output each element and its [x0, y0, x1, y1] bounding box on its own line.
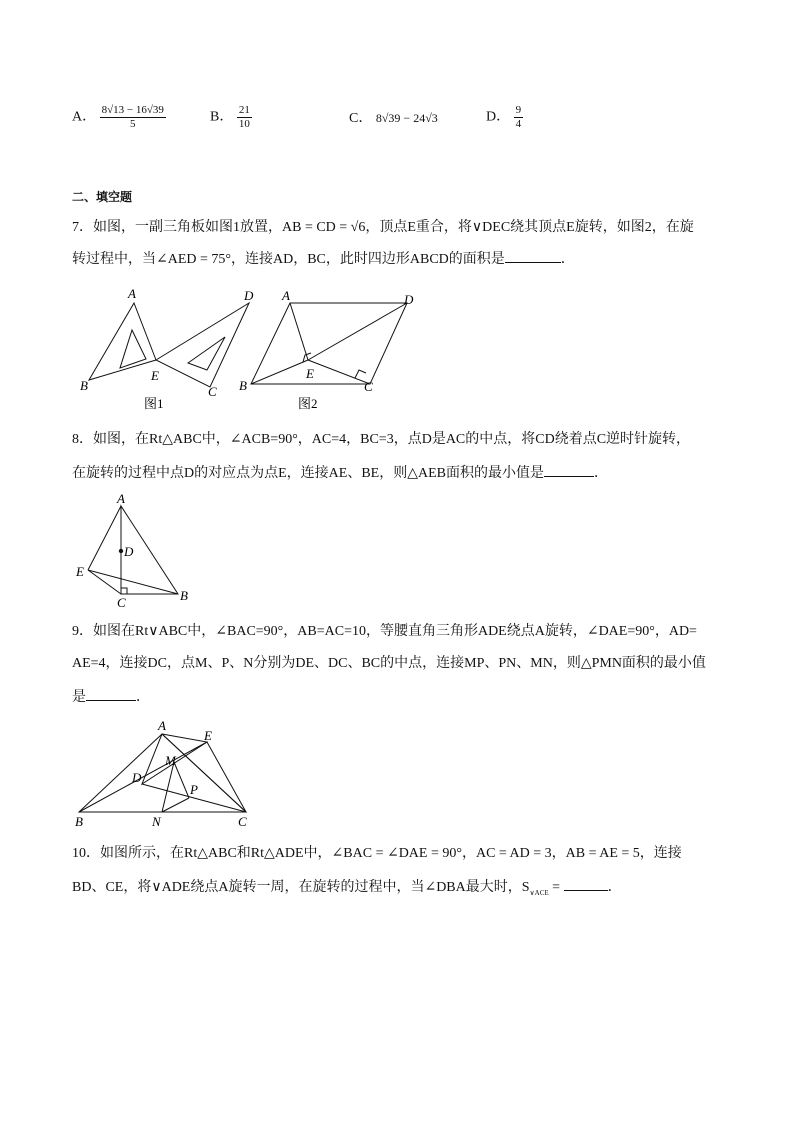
q10-equals: = [548, 880, 564, 895]
fig2-quadrilateral-abcd [251, 303, 407, 384]
fig1-caption: 图1 [144, 396, 164, 411]
q8-line2-text: 在旋转的过程中点D的对应点为点E，连接AE、BE，则△AEB面积的最小值是 [72, 466, 544, 481]
q9-label-m: M [165, 753, 176, 768]
q7-figure2 [251, 303, 407, 384]
q8-line2 [72, 462, 608, 484]
fig1-inner-triangle-right [188, 337, 225, 370]
q7-figure1 [89, 303, 249, 387]
fig1-triangle-abe [89, 303, 156, 380]
option-b-denominator: 10 [238, 118, 250, 130]
fig2-label-a: A [282, 288, 290, 303]
q9-line-ec [207, 742, 246, 812]
option-a-denominator: 5 [130, 118, 136, 130]
q10-line2-end: ． [607, 880, 622, 895]
q9-line2: AE=4，连接DC，点M、P、N分别为DE、DC、BC的中点，连接MP、PN、MN，则△PMN面积的最小值 [72, 656, 706, 671]
q7-answer-blank [505, 248, 561, 263]
q8-line2-end: ． [593, 466, 608, 481]
fig1-label-d: D [244, 288, 254, 303]
q9-label-e: E [204, 728, 212, 743]
fig2-label-c: C [364, 379, 373, 394]
q10-answer-blank [564, 876, 608, 891]
q9-line1: 9．如图在Rt∨ABC中，∠BAC=90°，AB=AC=10，等腰直角三角形ADE绕点A旋转，∠DAE=90°，AD= [72, 624, 697, 639]
option-c [349, 108, 438, 129]
q9-answer-blank [86, 686, 136, 701]
option-a-fraction [100, 104, 166, 131]
q7-line2 [72, 248, 575, 270]
fig1-label-a: A [128, 286, 136, 301]
q8-line-ae [88, 506, 121, 570]
option-a-label: A． [72, 109, 97, 125]
q10-line2 [72, 876, 622, 903]
option-b-numerator: 21 [238, 104, 250, 116]
q7-line1: 7．如图，一副三角板如图1放置，AB = CD = √6，顶点E重合，将∨DEC绕其顶点E旋转，如图2，在旋 [72, 220, 694, 235]
option-c-text: 8√39 − 24√3 [375, 111, 438, 125]
fig1-label-e: E [151, 368, 159, 383]
q9-label-p: P [190, 782, 198, 797]
q8-label-b: B [180, 588, 188, 603]
q9-line3-end: ． [136, 690, 150, 705]
option-b-fraction [237, 104, 252, 131]
fig1-triangle-edc [156, 303, 249, 387]
q8-right-angle-c [121, 588, 127, 594]
option-a-numerator: 8√13 − 16√39 [101, 104, 164, 116]
q8-figure [72, 490, 202, 610]
q9-figure [72, 712, 262, 832]
option-d [486, 104, 523, 131]
fig2-caption: 图2 [298, 396, 318, 411]
q9-triangle-abc [79, 734, 246, 812]
option-d-denominator: 4 [515, 118, 522, 130]
option-a [72, 104, 166, 131]
option-d-fraction [514, 104, 524, 131]
q8-label-c: C [117, 595, 126, 610]
q9-label-a: A [158, 718, 166, 733]
option-b [210, 104, 252, 131]
q9-label-n: N [152, 814, 161, 829]
q8-line-ec [88, 570, 121, 594]
q7-line2-end: ． [560, 252, 575, 267]
fig2-label-d: D [404, 292, 414, 307]
q9-label-b: B [75, 814, 83, 829]
fig2-line-ed [308, 303, 407, 360]
fig2-right-angle-c [355, 370, 366, 378]
fig2-line-ec [308, 360, 370, 384]
q8-label-d: D [124, 544, 134, 559]
option-d-label: D． [486, 109, 511, 125]
section-title: 二、填空题 [72, 190, 133, 204]
q7-figures [72, 284, 432, 414]
q9-line3-text: 是 [72, 690, 86, 705]
q10-line1: 10．如图所示，在Rt△ABC和Rt△ADE中，∠BAC = ∠DAE = 90°，AC = AD = 3，AB = AE = 5，连接 [72, 846, 682, 861]
fig2-label-b: B [239, 378, 247, 393]
fig2-line-ae [290, 303, 308, 360]
q10-line2-text: BD、CE，将∨ADE绕点A旋转一周，在旋转的过程中，当∠DBA最大时，S [72, 880, 530, 895]
q10-subscript: ∨ACE [529, 888, 549, 897]
option-d-numerator: 9 [515, 104, 522, 116]
q9-line-pn [162, 798, 189, 812]
q9-label-d: D [132, 770, 142, 785]
q8-line1: 8．如图，在Rt△ABC中，∠ACB=90°，AC=4，BC=3，点D是AC的中点，将CD绕着点C逆时针旋转， [72, 432, 691, 447]
fig2-line-be [251, 360, 308, 384]
q7-line2-text: 转过程中，当∠AED = 75°，连接AD，BC，此时四边形ABCD的面积是 [72, 252, 505, 267]
q9-line-mp [174, 762, 189, 798]
option-b-label: B． [210, 109, 234, 125]
fig1-label-b: B [80, 378, 88, 393]
q9-label-c: C [238, 814, 247, 829]
option-c-label: C． [349, 111, 373, 126]
q8-label-e: E [76, 564, 84, 579]
fig1-label-c: C [208, 384, 217, 399]
q8-point-d [119, 549, 123, 553]
q8-answer-blank [544, 462, 594, 477]
q8-label-a: A [117, 491, 125, 506]
fig2-label-e: E [306, 366, 314, 381]
q9-line3 [72, 686, 150, 708]
fig1-inner-triangle-left [120, 330, 146, 368]
